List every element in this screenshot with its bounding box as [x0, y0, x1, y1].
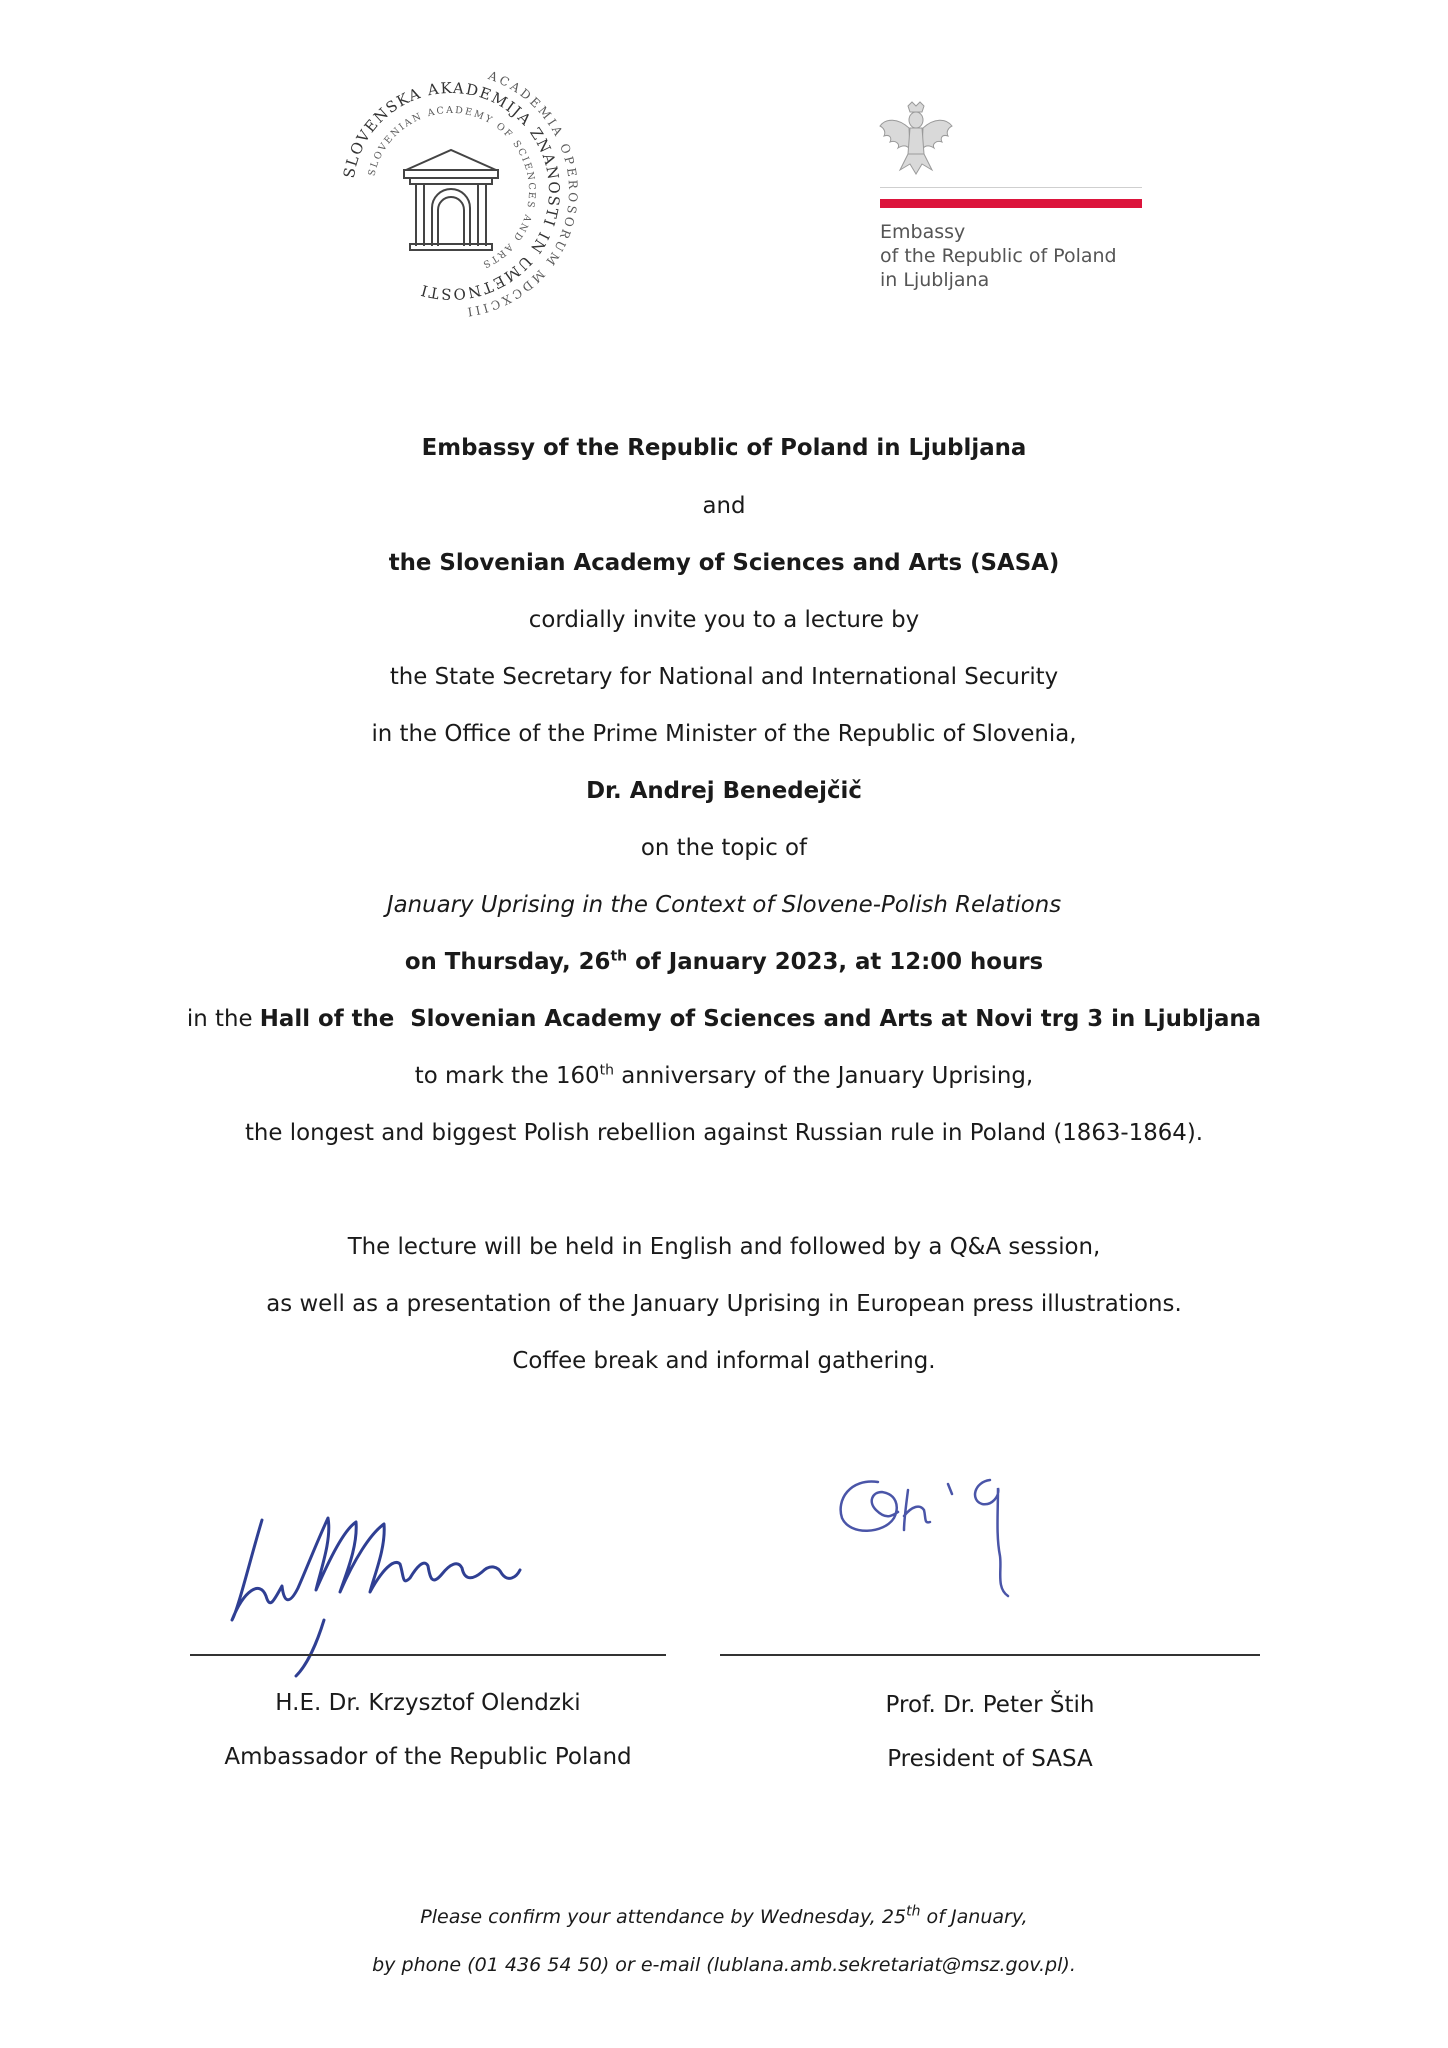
embassy-logo-red-stripe — [880, 199, 1142, 208]
uprising-description: the longest and biggest Polish rebellion against Russian rule in Poland (1863-1864). — [244, 1120, 1204, 1146]
seal-outer-text: ACADEMIA OPEROSORUM MDCXCIII — [463, 68, 581, 320]
president-signature-line — [720, 1654, 1260, 1656]
event-date-rest: of January 2023, at 12:00 hours — [627, 949, 1044, 975]
topic-intro: on the topic of — [640, 835, 808, 861]
ambassador-name: H.E. Dr. Krzysztof Olendzki — [275, 1690, 581, 1716]
president-name: Prof. Dr. Peter Štih — [885, 1692, 1095, 1718]
host-sasa: the Slovenian Academy of Sciences and Arts (SASA) — [388, 550, 1060, 576]
embassy-logo-line3: in Ljubljana — [880, 269, 990, 291]
lecture-topic: January Uprising in the Context of Slovene-Polish Relations — [386, 892, 1062, 918]
venue-prefix: in the — [186, 1006, 260, 1032]
speaker-role-line2: in the Office of the Prime Minister of the Republic of Slovenia, — [371, 721, 1077, 747]
anniversary-line — [0, 1060, 1448, 1092]
anniversary-ordinal: th — [599, 1062, 614, 1079]
polish-eagle-emblem — [876, 100, 956, 178]
invite-phrase: cordially invite you to a lecture by — [528, 607, 920, 633]
anniversary-rest: anniversary of the January Uprising, — [613, 1063, 1034, 1089]
seal-inner-text: SLOVENIAN ACADEMY OF SCIENCES AND ARTS — [366, 104, 538, 271]
rsvp-rest: of January, — [920, 1906, 1028, 1928]
seal-main-text: SLOVENSKA AKADEMIJA ZNANOSTI IN UMETNOSTI — [339, 78, 564, 304]
ambassador-signature-line — [190, 1654, 666, 1656]
event-venue — [0, 1003, 1448, 1035]
speaker-name: Dr. Andrej Benedejčič — [586, 778, 862, 804]
embassy-logo-top-rule — [880, 187, 1142, 188]
rsvp-deadline — [0, 1903, 1448, 1928]
rsvp-ordinal: th — [906, 1903, 921, 1920]
ambassador-signature — [220, 1500, 620, 1680]
embassy-logo-line1: Embassy — [880, 221, 966, 243]
anniversary-main: to mark the 160 — [414, 1063, 600, 1089]
sasa-seal-logo — [318, 58, 584, 324]
speaker-role-line1: the State Secretary for National and International Security — [389, 664, 1059, 690]
lecture-note-3: Coffee break and informal gathering. — [512, 1348, 936, 1374]
president-signature — [820, 1460, 1120, 1620]
lecture-note-2: as well as a presentation of the January Uprising in European press illustrations. — [266, 1291, 1182, 1317]
lecture-note-1: The lecture will be held in English and followed by a Q&A session, — [347, 1234, 1101, 1260]
ambassador-title: Ambassador of the Republic Poland — [224, 1744, 632, 1770]
event-date — [0, 946, 1448, 978]
host-embassy: Embassy of the Republic of Poland in Ljubljana — [421, 435, 1027, 461]
event-date-main: on Thursday, 26 — [404, 949, 611, 975]
conjunction: and — [702, 493, 746, 519]
venue-name: Hall of the Slovenian Academy of Sciences and Arts at Novi trg 3 in Ljubljana — [259, 1006, 1262, 1032]
event-date-ordinal: th — [610, 948, 628, 965]
arch-icon — [404, 150, 498, 250]
rsvp-contact: by phone (01 436 54 50) or e-mail (lublana.amb.sekretariat@msz.gov.pl). — [372, 1954, 1076, 1976]
embassy-logo-line2: of the Republic of Poland — [880, 245, 1117, 267]
embassy-logo-text — [880, 220, 1117, 292]
svg-text:SLOVENIAN ACADEMY OF SCIENCES — [366, 105, 537, 270]
rsvp-main: Please confirm your attendance by Wednesday, 25 — [420, 1906, 907, 1928]
president-title: President of SASA — [887, 1746, 1093, 1772]
